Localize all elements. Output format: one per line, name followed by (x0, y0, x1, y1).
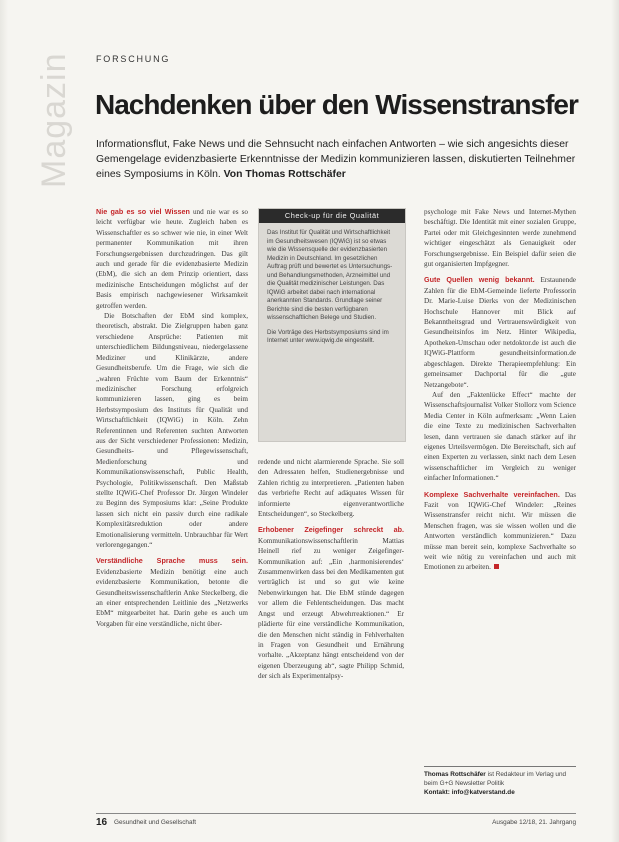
section-label: FORSCHUNG (96, 54, 171, 64)
page-footer (96, 813, 576, 826)
contact-label: Kontakt: (424, 789, 450, 796)
subheading: Komplexe Sachverhalte vereinfachen. (424, 489, 560, 499)
body-text: psychologe mit Fake News und Internet-Mythen beschäftigt. Die Identität mit einer sozialen Gruppe, Partei oder mit Gleichgesinnten werde zunehmend wichtiger eingeschätzt als Genauigkeit oder Forschungsergebnisse. Ein Beispiel dafür seien die gut organisierten Impfgegner. (424, 208, 576, 269)
publication-name: Gesundheit und Gesellschaft (114, 819, 197, 826)
lead-text: Informationsflut, Fake News und die Sehnsucht nach einfachen Antworten – wie sich angesichts dieser Gemengelage evidenzbasierte Erkenntnisse der Medizin kommunizieren lassen, diskutierten Teilnehmer eines Symposiums in Köln. (96, 139, 576, 180)
lead-author: Von Thomas Rottschäfer (223, 169, 346, 180)
headline: Nachdenken über den Wissenstransfer (95, 89, 578, 120)
article-column-3 (424, 207, 576, 573)
contact-email: info@katverstand.de (451, 789, 515, 796)
page-number: 16 (96, 817, 108, 828)
body-text: Kommunikationswissenschaftlerin Mattias Heinell rief zu weniger Zeigefinger-Kommunikation auf: „Ein ‚harmonisierendes‘ Zusammenwirken dass bei den Medikamenten gut verträglich ist und so gut wie keine Nebenwirkungen hat. Die EbM stünde dagegen vor allem die Fehlentscheidungen. Das macht Angst und erzeugt Abwehrreaktionen.“ Er plädierte für eine verständliche Kommunikation, die den Menschen nicht ständig in Fehlverhalten in Fragen von Gesundheit und Ernährung vorhalte. „Akzeptanz hängt entscheidend von der eigenen Überzeugung ab“, sagte Philipp Schmid, der sich als Experimentalpsy- (258, 536, 404, 681)
body-text: Erstaunende Zahlen für die EbM-Gemeinde lieferte Professorin Dr. Marie-Luise Dierks von der Medizinischen Hochschule Hannover mit Blick auf Bekanntheitsgrad und Vertrauenswürdigkeit von Gesundheitsinfos im Netz. Hinter Wikipedia, Apotheken-Umschau oder netdoktor.de ist auch die IQWiG-Plattform gesundheitsinformation.de abgeschlagen. Direkte Therapieempfehlung: Ein gemeinsamer Dachportal für die „gute Netzangebote“. (424, 276, 576, 389)
lead-paragraph (96, 137, 586, 182)
author-info (424, 766, 576, 797)
article-column-1 (96, 207, 248, 629)
info-box-title: Check-up für die Qualität (259, 209, 405, 223)
end-mark-icon (494, 564, 499, 569)
subheading: Gute Quellen wenig bekannt. (424, 275, 535, 285)
body-text: Evidenzbasierte Medizin benötigt eine auch evidenzbasierte Kommunikation, betonte die Gesundheitswissenschaftlerin Anke Steckelberg, die an einer entsprechenden Leitlinie des „Netzwerks EbM“ mitgearbeitet hat. Darin gehe es auch um Vorgaben für eine verständliche, nicht über- (96, 567, 248, 628)
info-box-text: Die Vorträge des Herbstsymposiums sind im Internet unter www.iqwig.de eingestellt. (267, 328, 389, 344)
body-text: redende und nicht alarmierende Sprache. Sie soll den Adressaten helfen, Studienergebnisse und Zahlen richtig zu interpretieren. „Patienten haben das verbriefte Recht auf adäquates Wissen für informierte eigenverantwortliche Entscheidungen“, so Steckelberg. (258, 458, 404, 519)
body-text: und nie war es so leicht verfügbar wie heute. Zugleich haben es Wissenschaftler es so schwer wie nie, in einer Welt permanenter Kommunikation mit ihren Forschungsergebnissen durchzudringen. Das gilt auch und gerade für die evidenzbasierte Medizin (EbM), die sich an dem Prinzip orientiert, dass medizinische Entscheidungen möglichst auf der Basis empirisch nachgewiesener Wirksamkeit getroffen werden. (96, 208, 249, 310)
issue-info: Ausgabe 12/18, 21. Jahrgang (492, 819, 576, 826)
info-box (258, 208, 406, 442)
author-name: Thomas Rottschäfer (424, 771, 486, 778)
body-text: Auf den „Faktenlücke Effect“ machte der Wissenschaftsjournalist Volker Stollorz vom Science Media Center in Köln aufmerksam: „Wenn Laien die eine Texte zu medizinischen Sachverhalten lesen, dann vertrauen sie danach stärker auf ihr eigenes Urteilsvermögen. Die Bereitschaft, sich auf einen Experten zu verlassen, sinkt nach dem Lesen wissenschaftlicher im Vergleich zu weniger einfacher Informationen.“ (424, 390, 576, 483)
subheading: Erhobener Zeigefinger schreckt ab. (258, 525, 404, 535)
body-text: Die Botschaften der EbM sind komplex, theoretisch, abstrakt. Die Zielgruppen haben ganz verschiedene Ansprüche: Patienten mit unterschiedlichem Bildungsniveau, niedergelassene Mediziner und Klinikärzte, andere Gesundheitsberufe. Um die Frage, wie sich die „wahren Früchte vom Baum der Erkenntnis“ medizinischer Forschung erfolgreich kommunizieren lassen, ging es beim Herbstsymposium des Instituts für Qualität und Wirtschaftlichkeit (IQWiG) in Köln. Zehn Referentinnen und Referenten suchten Antworten aus der Sicht verschiedener Professionen: Medizin, Gesundheits- und Pflegewissenschaft, Medienforschung und Kommunikationswissenschaft, Public Health, Psychologie, Politikwissenschaft. Den Maßstab stellte IQWiG-Chef Professor Dr. Jürgen Windeler zu Beginn des Symposiums klar: „Seine Produkte lassen sich nicht ein passiv durch eine radikale Komplexitätsreduktion oder andere Emotionalisierung vermitteln. Unbrauchbar für Wert verlorengegangen.“ (96, 312, 248, 549)
section-sidebar-word: Magazin (35, 52, 73, 188)
body-text: Das Fazit von IQWiG-Chef Windeler: „Reines Wissenstransfer reicht nicht. Wir müssen die Menschen fragen, was sie wissen wollen und die Antworten verständlich kommunizieren.“ Dazu müsse man bereit sein, komplexe Sachverhalte so weit wie nötig zu vereinfachen und auch mit Emotionen zu arbeiten. (424, 490, 577, 572)
info-box-text: Das Institut für Qualität und Wirtschaftlichkeit im Gesundheitswesen (IQWiG) ist so etwas wie die Wissensquelle der evidenzbasierten Medizin in Deutschland. Im gesetzlichen Auftrag prüft und bewertet es Untersuchungs- und Behandlungsmethoden, Arzneimittel und die Qualität medizinischer Leistungen. Das IQWiG arbeitet dabei nach international anerkannten Standards. Grundlage seiner Berichte sind die besten verfügbaren wissenschaftlichen Belege und Studien. (267, 229, 393, 321)
subheading: Verständliche Sprache muss sein. (96, 556, 248, 566)
author-description: ist Redakteur im Verlag und beim G+G Newsletter Politik (424, 771, 567, 787)
subheading: Nie gab es so viel Wissen (96, 207, 190, 216)
